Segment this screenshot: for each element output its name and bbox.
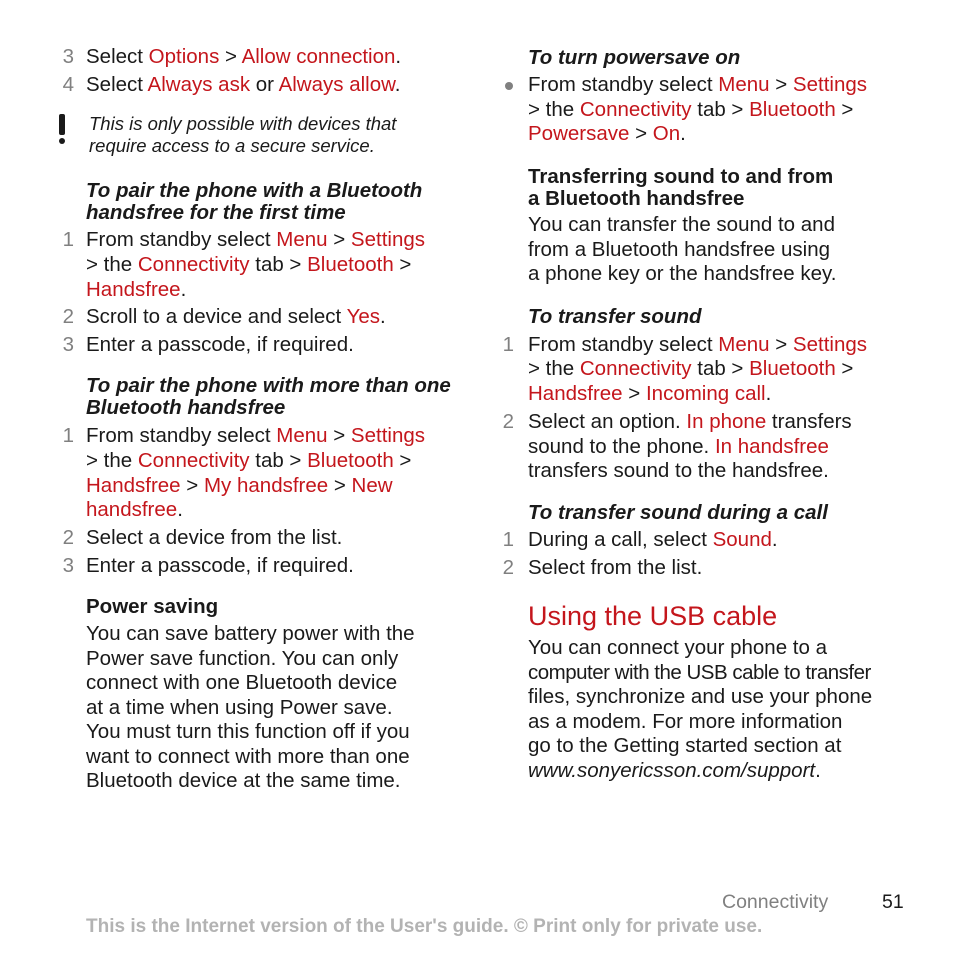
paragraph-line: connect with one Bluetooth device xyxy=(86,671,398,694)
step-text xyxy=(86,474,393,499)
step-text xyxy=(86,498,183,523)
text-segment: During a call, select xyxy=(528,528,713,551)
menu-path-term: handsfree xyxy=(86,498,178,521)
menu-path-term: Bluetooth xyxy=(307,253,394,276)
text-segment: transfers sound to the handsfree. xyxy=(528,459,829,482)
menu-path-term: Handsfree xyxy=(86,278,181,301)
paragraph-line: go to the Getting started section at xyxy=(528,734,842,757)
paragraph xyxy=(528,213,836,287)
paragraph-line: at a time when using Power save. xyxy=(86,695,393,719)
step-text xyxy=(528,333,867,358)
step-text xyxy=(528,435,829,460)
text-segment: From standby select xyxy=(528,333,719,356)
paragraph-line: You can connect your phone to a xyxy=(528,636,828,659)
paragraph-line: You must turn this function off if you xyxy=(86,720,410,743)
menu-path-term: My handsfree xyxy=(203,474,329,497)
paragraph-line: want to connect with more than one xyxy=(86,744,410,768)
menu-path-term: Settings xyxy=(792,333,867,356)
subsection-heading: To transfer sound during a call xyxy=(528,501,828,524)
text-segment: Select an option. xyxy=(528,410,687,433)
text-segment: . xyxy=(177,498,183,521)
subsection-heading: To pair the phone with a Bluetooth xyxy=(86,179,423,202)
paragraph-line: files, synchronize and use your phone xyxy=(528,685,873,708)
step-text: Enter a passcode, if required. xyxy=(86,333,354,356)
step-text xyxy=(528,357,853,382)
menu-path-term: Connectivity xyxy=(137,253,250,276)
step-number: 1 xyxy=(502,528,514,551)
exclamation-icon xyxy=(56,114,68,146)
text-segment: From standby select xyxy=(86,424,277,447)
step-number: 3 xyxy=(62,333,74,356)
step-text xyxy=(528,122,686,147)
text-segment: or xyxy=(250,73,279,96)
step-number: 1 xyxy=(62,228,74,251)
menu-path-term: Incoming call xyxy=(645,382,766,405)
page-heading: Using the USB cable xyxy=(528,601,778,631)
step-number: 2 xyxy=(62,305,74,328)
text-segment: > the xyxy=(528,98,580,121)
menu-path-term: Bluetooth xyxy=(307,449,394,472)
step-text xyxy=(86,424,425,449)
text-segment: Scroll to a device and select xyxy=(86,305,347,328)
paragraph xyxy=(528,636,938,783)
paragraph-line: Power save function. You can only xyxy=(86,646,399,670)
note-line: This is only possible with devices that xyxy=(89,113,397,134)
text-segment: > the xyxy=(86,253,138,276)
text-segment: > the xyxy=(528,357,580,380)
menu-path-term: Menu xyxy=(718,333,770,356)
subsection-heading: handsfree for the first time xyxy=(86,201,346,224)
step-text xyxy=(528,98,853,123)
subsection-heading: Bluetooth handsfree xyxy=(86,396,286,419)
menu-path-term: Handsfree xyxy=(528,382,623,405)
text-segment: > xyxy=(327,228,351,251)
paragraph-line: from a Bluetooth handsfree using xyxy=(528,237,830,261)
step-text xyxy=(86,45,401,70)
section-heading: a Bluetooth handsfree xyxy=(528,187,745,210)
paragraph-line: You can save battery power with the xyxy=(86,622,415,645)
menu-path-term: New xyxy=(351,474,393,497)
text-segment: . xyxy=(395,45,402,68)
menu-path-term: Always ask xyxy=(147,73,251,96)
step-text xyxy=(86,253,411,278)
menu-path-term: Options xyxy=(148,45,220,68)
menu-path-term: Bluetooth xyxy=(749,98,836,121)
step-text xyxy=(86,305,386,330)
menu-path-term: Sound xyxy=(712,528,772,551)
text-segment: From standby select xyxy=(528,73,719,96)
section-heading: Transferring sound to and from xyxy=(528,165,834,188)
text-segment: > xyxy=(769,333,793,356)
step-text xyxy=(528,382,771,407)
step-number: 4 xyxy=(62,73,74,96)
step-text xyxy=(528,528,778,553)
text-segment: . xyxy=(180,278,187,301)
text-segment: From standby select xyxy=(86,228,277,251)
step-text xyxy=(86,73,401,98)
step-text: Select from the list. xyxy=(528,556,703,579)
page-number: 51 xyxy=(882,891,904,913)
step-number: 3 xyxy=(62,45,74,68)
text-segment: > xyxy=(327,424,351,447)
step-number: 1 xyxy=(502,333,514,356)
step-text xyxy=(528,73,867,98)
text-segment: tab > xyxy=(691,357,750,380)
menu-path-term: On xyxy=(652,122,681,145)
text-segment: > xyxy=(328,474,352,497)
text-segment: . xyxy=(380,305,386,328)
step-text xyxy=(86,278,186,303)
footer-notice: This is the Internet version of the User's guide. © Print only for private use. xyxy=(86,916,763,937)
step-number: 2 xyxy=(502,410,514,433)
subsection-heading: To pair the phone with more than one xyxy=(86,374,451,397)
step-number: 2 xyxy=(62,526,74,549)
text-segment: . xyxy=(771,528,778,551)
step-number: 3 xyxy=(62,554,74,577)
menu-path-term: Menu xyxy=(276,228,328,251)
menu-path-term: Connectivity xyxy=(137,449,250,472)
text-segment: > xyxy=(219,45,242,68)
menu-path-term: Bluetooth xyxy=(749,357,836,380)
text-segment: Select xyxy=(86,45,149,68)
paragraph xyxy=(86,622,415,794)
url-period: . xyxy=(815,758,821,782)
menu-path-term: Settings xyxy=(792,73,867,96)
text-segment: > xyxy=(393,253,412,276)
step-number: 2 xyxy=(502,556,514,579)
text-segment: tab > xyxy=(691,98,750,121)
support-url: www.sonyericsson.com/support xyxy=(528,758,816,782)
menu-path-term: Menu xyxy=(276,424,328,447)
text-segment: > xyxy=(629,122,653,145)
subsection-heading: To transfer sound xyxy=(528,305,702,328)
step-text xyxy=(528,410,852,435)
text-segment: > xyxy=(835,98,854,121)
menu-path-term: Connectivity xyxy=(579,98,692,121)
text-segment: > xyxy=(393,449,412,472)
text-segment: > xyxy=(769,73,793,96)
paragraph-line: computer with the USB cable to transfer xyxy=(528,660,871,684)
step-text xyxy=(528,459,829,484)
text-segment: tab > xyxy=(249,253,308,276)
text-segment: . xyxy=(394,73,401,96)
paragraph-line: You can transfer the sound to and xyxy=(528,213,835,236)
note-line: require access to a secure service. xyxy=(89,135,375,156)
text-segment: . xyxy=(765,382,772,405)
text-segment: > xyxy=(180,474,204,497)
step-text: Select a device from the list. xyxy=(86,526,343,549)
text-segment: > xyxy=(835,357,854,380)
text-segment: . xyxy=(680,122,686,145)
menu-path-term: Settings xyxy=(350,228,425,251)
text-segment: Select xyxy=(86,73,148,96)
step-number: 1 xyxy=(62,424,74,447)
menu-path-term: In phone xyxy=(686,410,767,433)
menu-path-term: Allow connection xyxy=(241,45,396,68)
text-segment: > xyxy=(622,382,646,405)
menu-path-term: Always allow xyxy=(278,73,395,96)
menu-path-term: Settings xyxy=(350,424,425,447)
text-segment: tab > xyxy=(249,449,308,472)
paragraph-line: as a modem. For more information xyxy=(528,709,843,733)
menu-path-term: Connectivity xyxy=(579,357,692,380)
step-text: Enter a passcode, if required. xyxy=(86,554,354,577)
paragraph-line xyxy=(528,759,938,784)
footer-section-name: Connectivity xyxy=(722,891,829,913)
menu-path-term: Powersave xyxy=(528,122,630,145)
menu-path-term: In handsfree xyxy=(714,435,829,458)
subsection-heading: To turn powersave on xyxy=(528,46,741,69)
paragraph-line: Bluetooth device at the same time. xyxy=(86,769,401,792)
menu-path-term: Menu xyxy=(718,73,770,96)
step-text xyxy=(86,228,425,253)
section-heading: Power saving xyxy=(86,595,219,618)
text-segment: transfers xyxy=(766,410,852,433)
paragraph-line: a phone key or the handsfree key. xyxy=(528,262,837,285)
menu-path-term: Handsfree xyxy=(86,474,181,497)
menu-path-term: Yes xyxy=(346,305,381,328)
bullet-icon xyxy=(505,82,513,90)
step-text xyxy=(86,449,411,474)
text-segment: sound to the phone. xyxy=(528,435,715,458)
text-segment: > the xyxy=(86,449,138,472)
